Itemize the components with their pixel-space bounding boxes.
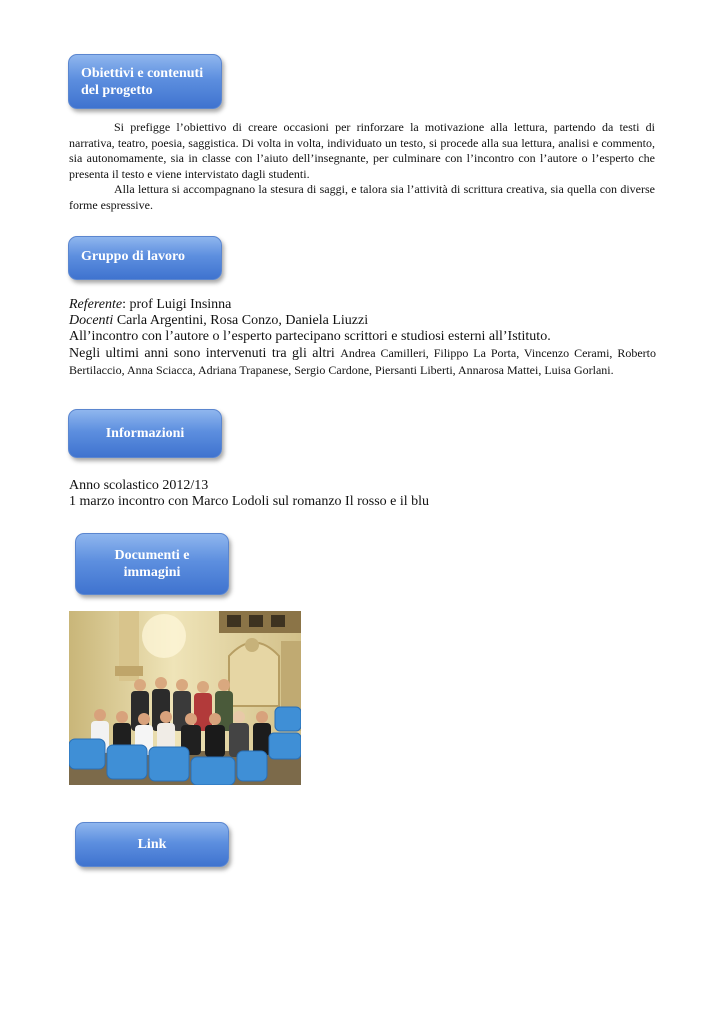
obiettivi-title-line1: Obiettivi e contenuti — [81, 66, 204, 81]
gruppo-text — [69, 297, 656, 379]
informazioni-text — [69, 478, 656, 510]
ultimi-line — [69, 345, 656, 379]
obiettivi-section-header — [68, 54, 222, 109]
evento-lodoli: 1 marzo incontro con Marco Lodoli sul romanzo Il rosso e il blu — [69, 494, 430, 509]
informazioni-section-header — [68, 409, 222, 458]
referente-label: Referente — [69, 297, 123, 312]
incontro-line: All’incontro con l’autore o l’esperto partecipano scrittori e studiosi esterni all’Istituto. — [69, 329, 551, 344]
group-photo — [69, 611, 301, 785]
obiettivi-paragraph-1: Si prefigge l’obiettivo di creare occasioni per rinforzare la motivazione alla lettura, partendo da testi di narrativa, teatro, poesia, saggistica. Di volta in volta, individuato un testo, si procede alla sua lettura, analisi e commento, sia autonomamente, sia in classe con l’aiuto dell’insegnante, per culminare con l’incontro con l’autore o l’esperto che presenta il testo e viene intervistato dagli studenti. — [69, 120, 655, 181]
link-section-header[interactable] — [75, 822, 229, 867]
informazioni-title: Informazioni — [105, 426, 185, 441]
ultimi-intro: Negli ultimi anni sono intervenuti tra gli altri — [69, 346, 341, 361]
obiettivi-paragraph-2: Alla lettura si accompagnano la stesura di saggi, e talora sia l’attività di scrittura creativa, sia quella con diverse forme espressive. — [69, 182, 655, 212]
docenti-value: Carla Argentini, Rosa Conzo, Daniela Liuzzi — [113, 313, 369, 328]
documenti-title-line1: Documenti e — [114, 548, 190, 563]
gruppo-section-header — [68, 236, 222, 280]
obiettivi-title-line2: del progetto — [81, 83, 153, 98]
documenti-title-line2: immagini — [123, 565, 181, 580]
gruppo-title: Gruppo di lavoro — [81, 249, 185, 264]
link-title[interactable]: Link — [137, 837, 167, 852]
docenti-line — [69, 313, 656, 329]
docenti-label: Docenti — [69, 313, 114, 328]
ultimi-names: Andrea Camilleri, Filippo La Porta, Vincenzo Cerami, Roberto Bertilaccio, Anna Sciacca, Adriana Trapanese, Sergio Cardone, Piersanti Liberti, Annarosa Mattei, Luisa Gorlani. — [69, 346, 656, 377]
referente-value: : prof Luigi Insinna — [122, 297, 232, 312]
documenti-section-header — [75, 533, 229, 595]
referente-line — [69, 297, 656, 313]
obiettivi-text — [69, 120, 655, 213]
anno-scolastico: Anno scolastico 2012/13 — [69, 478, 209, 493]
group-photo-drawing — [69, 611, 301, 785]
